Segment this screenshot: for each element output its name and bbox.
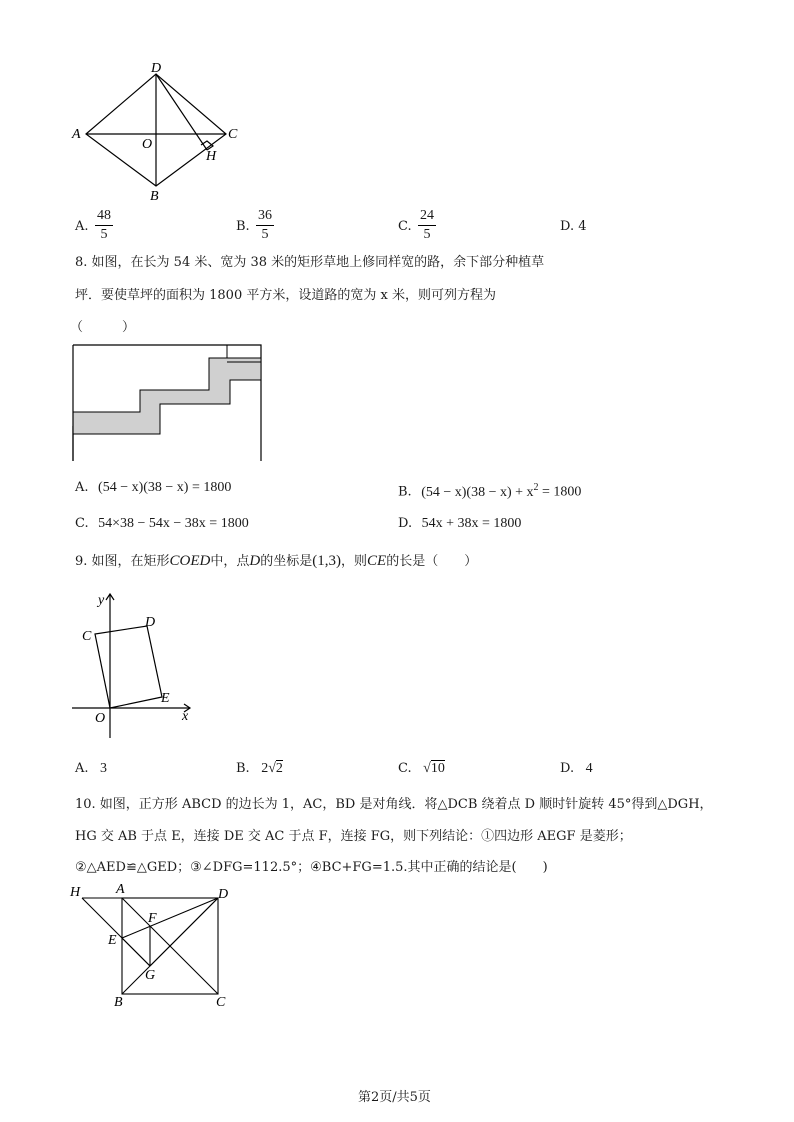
q7-option-a-fraction: 48 5 [97, 208, 111, 242]
sqrt-icon: √ [268, 761, 276, 776]
label-O: O [95, 711, 106, 726]
q7-option-d[interactable]: D. 4 [560, 219, 587, 234]
q9-option-d[interactable]: D. 4 [560, 761, 593, 776]
label-C: C [82, 629, 92, 644]
q8-option-d[interactable]: D. 54x + 38x = 1800 [398, 516, 522, 531]
axis-label-x: x [182, 709, 189, 724]
q8-answer-blank: （ ） [70, 320, 136, 335]
q8-text-line2: 坪．要使草坪的面积为 1800 平方米，设道路的宽为 x 米，则可列方程为 [75, 288, 496, 303]
label-A: A [116, 882, 125, 897]
label-E: E [161, 691, 170, 706]
page-footer: 第2页/共5页 [358, 1090, 431, 1105]
q7-option-c[interactable]: C. [398, 219, 412, 234]
lawn-road-figure [72, 344, 264, 464]
q9-option-c[interactable]: C. √10 [398, 761, 445, 776]
q9-option-a[interactable]: A. 3 [75, 761, 108, 776]
sqrt-icon: √ [423, 761, 431, 776]
label-C: C [228, 127, 238, 142]
q7-option-a[interactable]: A. [75, 219, 89, 234]
label-B: B [114, 995, 123, 1010]
label-D: D [218, 887, 229, 902]
coordinate-rectangle-figure [68, 588, 208, 740]
q10-text-line2: HG 交 AB 于点 E，连接 DE 交 AC 于点 F，连接 FG，则下列结论：①四边形 AEGF 是菱形； [75, 829, 632, 844]
q7-option-b-fraction: 36 5 [258, 208, 272, 242]
label-D: D [151, 62, 162, 76]
q10-text-line3: ②△AED≌△GED；③∠DFG=112.5°；④BC+FG=1.5.其中正确的结论是( ) [75, 860, 548, 875]
label-D: D [145, 615, 156, 630]
label-F: F [148, 911, 157, 926]
q8-option-c[interactable]: C. 54×38 − 54x − 38x = 1800 [75, 516, 249, 531]
q8-text-line1: 8. 如图，在长为 54 米、宽为 38 米的矩形草地上修同样宽的路，余下部分种植草 [75, 255, 545, 270]
q7-option-c-fraction: 24 5 [420, 208, 434, 242]
label-G: G [145, 968, 156, 983]
q10-text-line1: 10. 如图，正方形 ABCD 的边长为 1，AC，BD 是对角线．将△DCB 绕着点 D 顺时针旋转 45°得到△DGH， [75, 797, 713, 812]
q7-option-b[interactable]: B. [236, 219, 250, 234]
q9-text: 9. 如图，在矩形COED中，点D的坐标是(1,3)，则CE的长是（ ） [75, 553, 478, 569]
label-B: B [150, 189, 159, 204]
q8-option-a[interactable]: A. (54 − x)(38 − x) = 1800 [75, 480, 232, 495]
label-H: H [206, 149, 217, 164]
label-O: O [142, 137, 153, 152]
axis-label-y: y [98, 593, 105, 608]
label-E: E [108, 933, 117, 948]
label-H: H [70, 885, 81, 900]
rhombus-figure [70, 62, 270, 204]
label-A: A [72, 127, 81, 142]
label-C: C [216, 995, 226, 1010]
square-rotation-figure [68, 882, 238, 1010]
q8-option-b[interactable]: B. $(54 - x)(38 - x) + x^2 = 1800$ [398, 482, 582, 500]
q9-option-b[interactable]: B. 2√2 [236, 761, 283, 776]
